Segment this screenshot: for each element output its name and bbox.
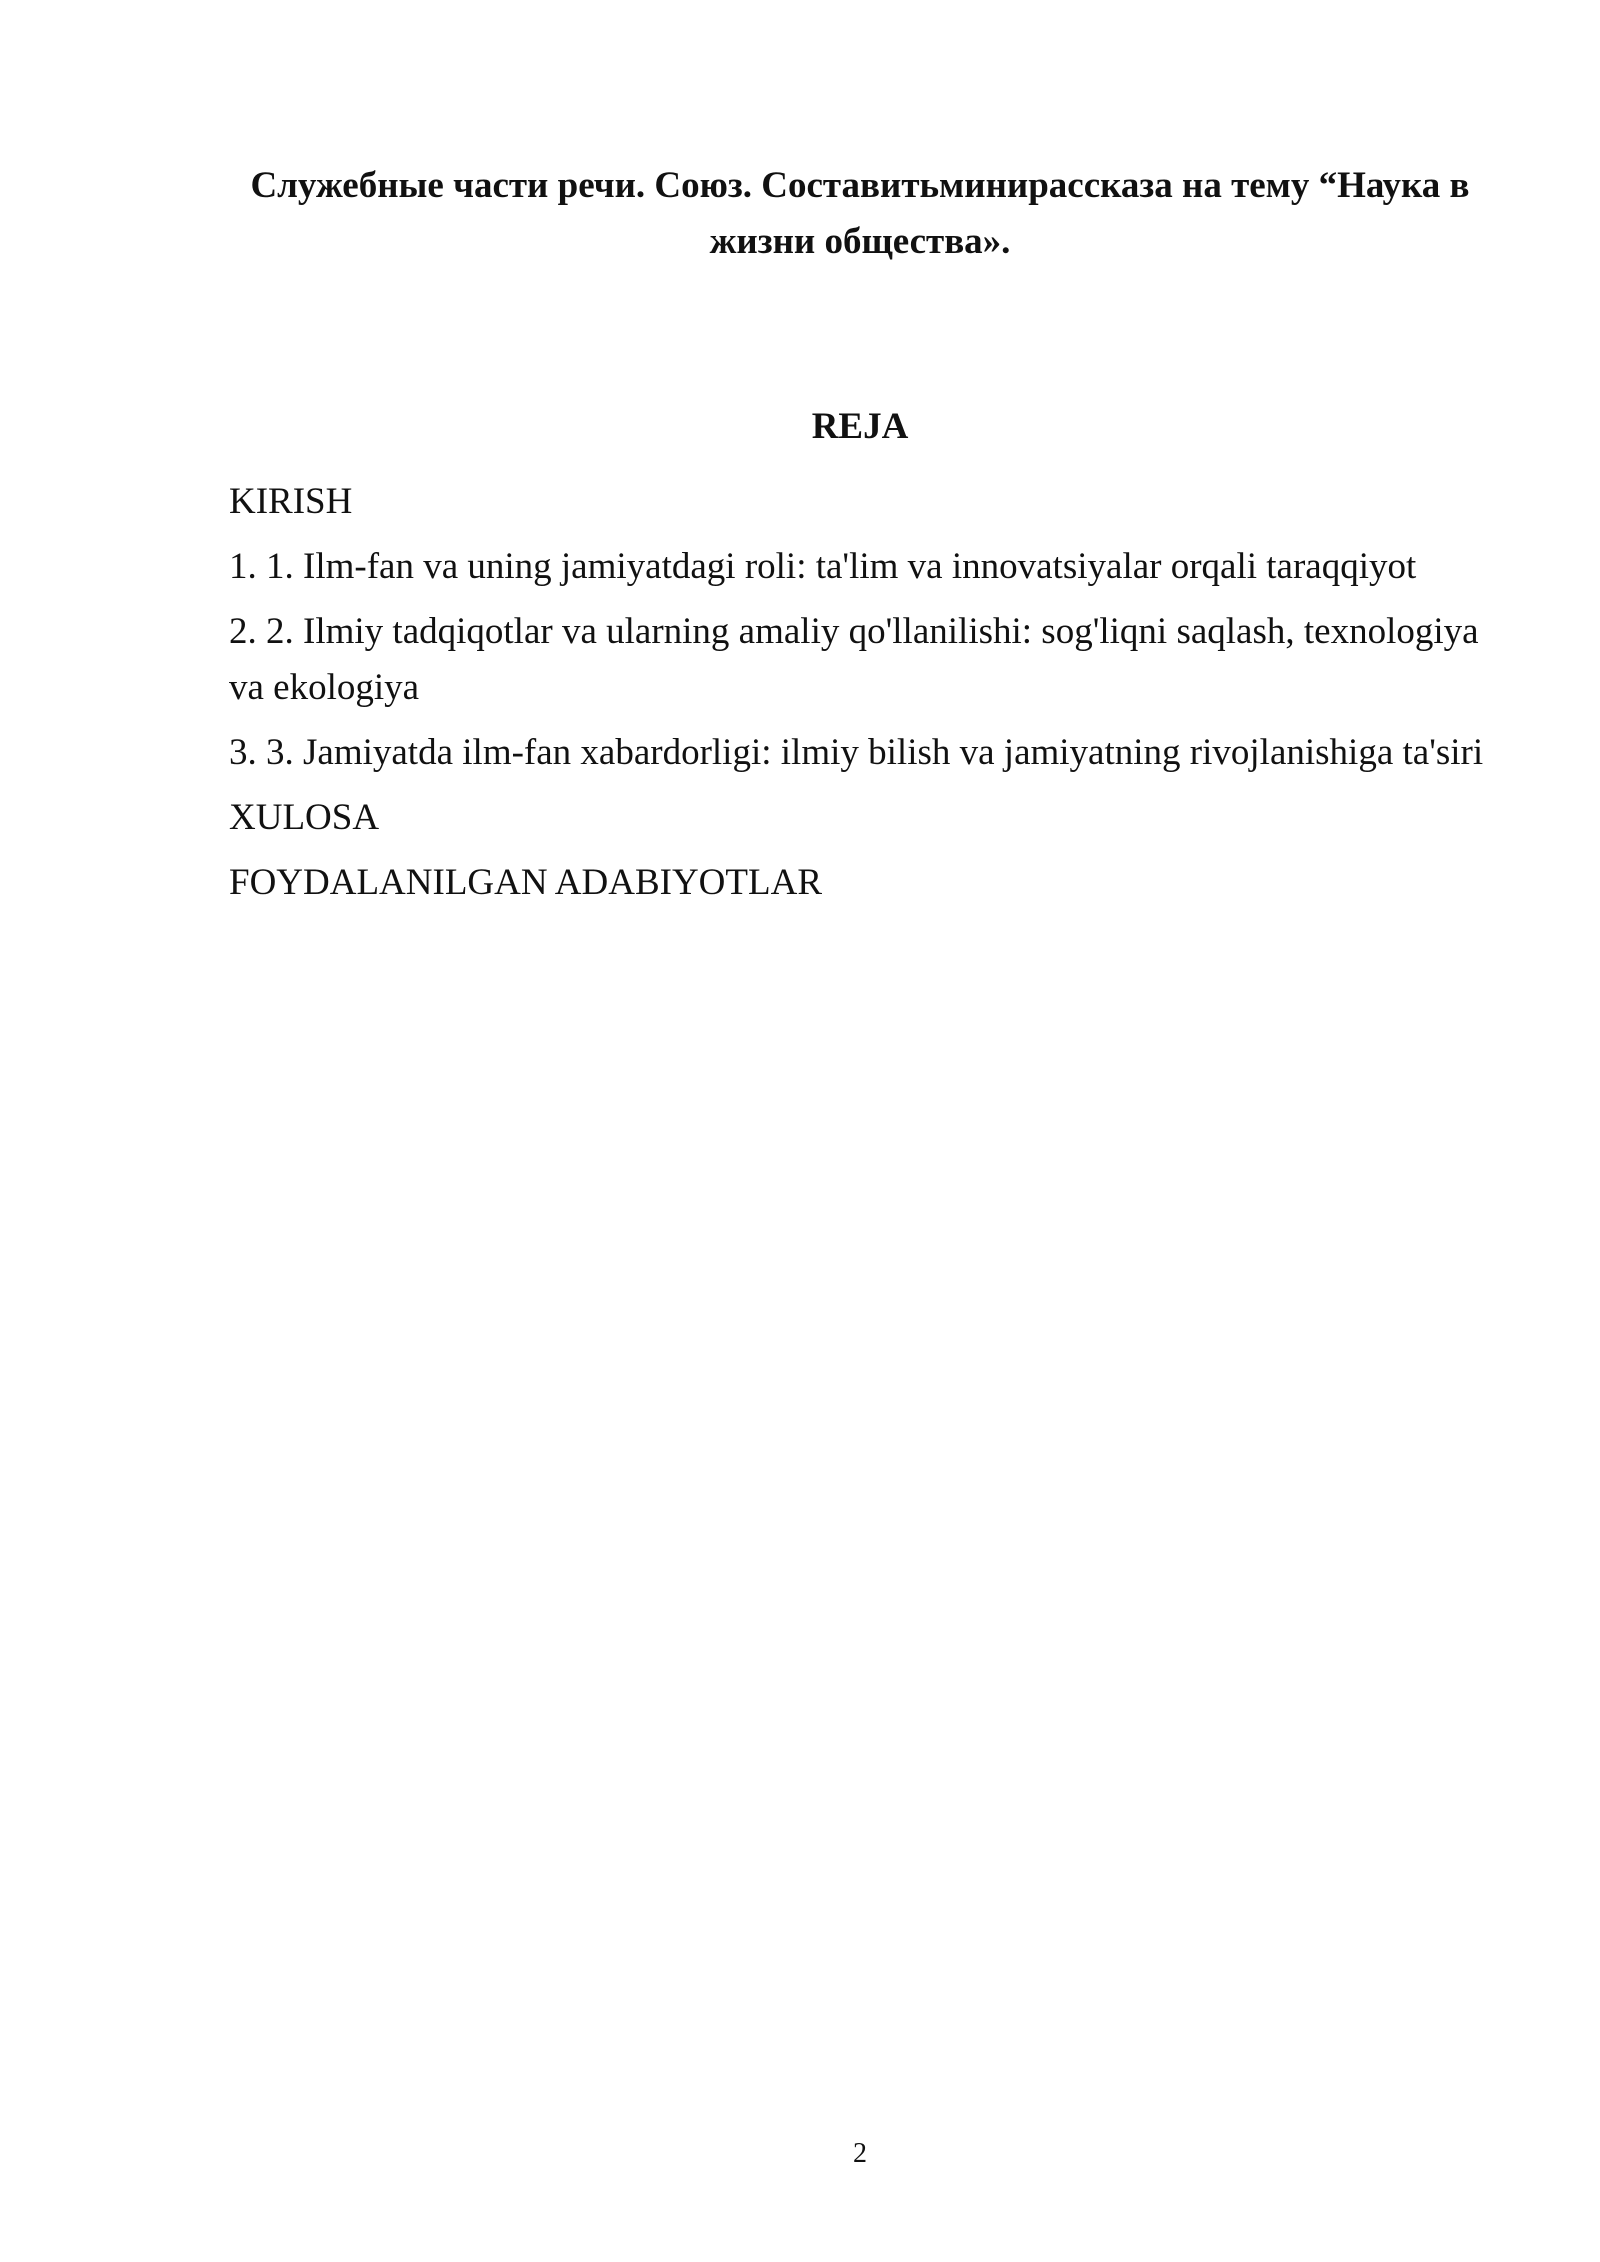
plan-list (229, 474, 1499, 920)
plan-item-conclusion: XULOSA (229, 797, 380, 838)
plan-item-2: 2. 2. Ilmiy tadqiqotlar va ularning amaliy qo'llanilishi: sog'liqni saqlash, texnologiya va ekologiya (229, 611, 1479, 708)
plan-item-intro: KIRISH (229, 481, 353, 522)
page-number: 2 (853, 2138, 867, 2169)
plan-item-1: 1. 1. Ilm-fan va uning jamiyatdagi roli: ta'lim va innovatsiyalar orqali taraqqiyot (229, 546, 1417, 587)
plan-item-3: 3. 3. Jamiyatda ilm-fan xabardorligi: ilmiy bilish va jamiyatning rivojlanishiga ta'siri (229, 732, 1484, 773)
document-title: Служебные части речи. Союз. Составитьминирассказа на тему “Наука в жизни общества». (250, 165, 1470, 262)
plan-item-references: FOYDALANILGAN ADABIYOTLAR (229, 862, 822, 903)
plan-heading: REJA (811, 406, 909, 447)
